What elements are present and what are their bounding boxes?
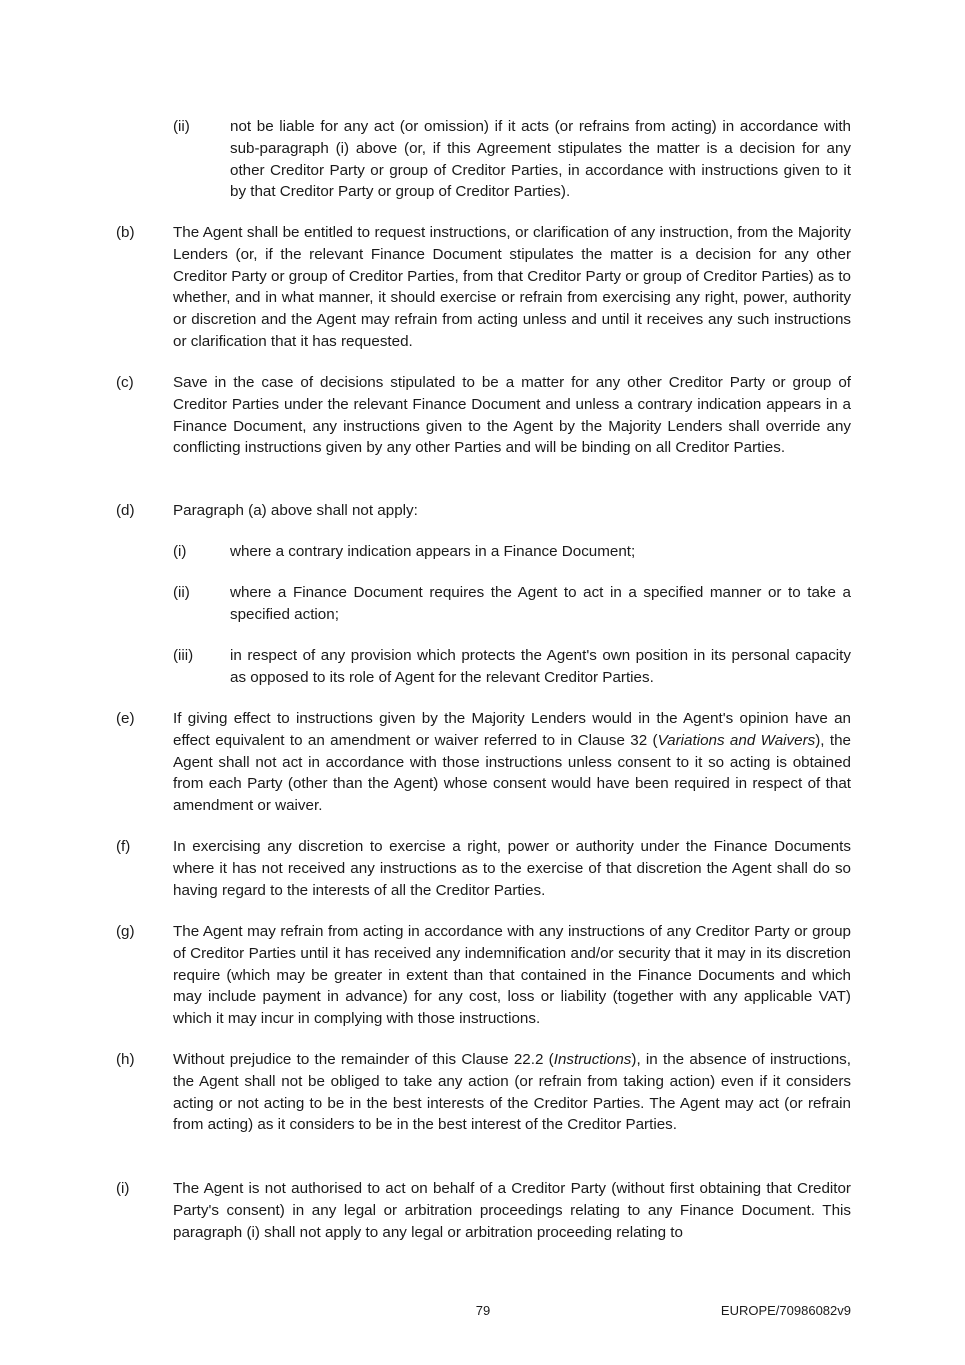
paragraph-label: (d) [116,502,135,519]
paragraph-text: The Agent is not authorised to act on behalf of a Creditor Party (without first obtaining that Creditor Party's consent) in any legal or arbitration proceedings relating to any Finance Document. This paragraph (i) shall not apply to any legal or arbitration proceeding relating to [173,1180,851,1241]
sub-paragraph-label: (i) [173,543,187,560]
sub-paragraph-text: where a Finance Document requires the Agent to act in a specified manner or to take a specified action; [230,584,851,623]
text-after: ), in the absence of instructions, the Agent shall not be obliged to take any action (or refrain from taking action) even if it considers acting or not acting to be in the best interests of the Creditor Parties. The Agent may act (or refrain from acting) as it considers to be in the best interest of the Creditor Parties. [173,1051,851,1134]
sub-paragraph-label: (iii) [173,647,194,664]
paragraph-text: Save in the case of decisions stipulated to be a matter for any other Creditor Party or group of Creditor Parties under the relevant Finance Document and unless a contrary indication appears in a Finance Document, any instructions given to the Agent by the Majority Lenders shall override any conflicting instructions given by any other Parties and will be binding on all Creditor Parties. [173,374,851,457]
text-before: If giving effect to instructions given by the Majority Lenders would in the Agent's opinion have an effect equivalent to an amendment or waiver referred to in Clause 32 ( [173,710,851,749]
paragraph-label: (i) [116,1180,130,1197]
paragraph-text: In exercising any discretion to exercise a right, power or authority under the Finance Documents where it has not received any instructions as to the exercise of that discretion the Agent shall do so having regard to the interests of all the Creditor Parties. [173,838,851,899]
paragraph-label: (f) [116,838,131,855]
paragraph-text [173,708,851,817]
paragraph-text: Paragraph (a) above shall not apply: [173,502,418,519]
sub-paragraph-text: not be liable for any act (or omission) if it acts (or refrains from acting) in accordance with sub-paragraph (i) above (or, if this Agreement stipulates the matter is a decision for any other Creditor Party or group of Creditor Parties, in accordance with instructions given to it by that Creditor Party or group of Creditor Parties). [230,118,851,201]
page-number: 79 [475,1303,491,1318]
sub-paragraph-text: in respect of any provision which protects the Agent's own position in its personal capacity as opposed to its role of Agent for the relevant Creditor Parties. [230,647,851,686]
paragraph-text: The Agent shall be entitled to request instructions, or clarification of any instruction, from the Majority Lenders (or, if the relevant Finance Document stipulates the matter is a decision for any other Creditor Party or group of Creditor Parties, from that Creditor Party or group of Creditor Parties) as to whether, and in what manner, it should exercise or refrain from exercising any right, power, authority or discretion and the Agent may refrain from acting unless and until it receives any such instructions or clarification that it has requested. [173,224,851,350]
sub-paragraph-label: (ii) [173,118,190,135]
document-reference: EUROPE/70986082v9 [720,1303,851,1318]
paragraph-text: The Agent may refrain from acting in accordance with any instructions of any Creditor Party or group of Creditor Parties until it has received any indemnification and/or security that it may in its discretion require (which may be greater in extent than that contained in the Finance Documents and which may include payment in advance) for any cost, loss or liability (together with any applicable VAT) which it may incur in complying with those instructions. [173,923,851,1028]
text-before: Without prejudice to the remainder of this Clause 22.2 ( [173,1051,554,1068]
paragraph-label: (h) [116,1051,135,1068]
italic-reference: Variations and Waivers [657,731,816,749]
italic-reference: Instructions [553,1051,632,1068]
sub-paragraph-text: where a contrary indication appears in a Finance Document; [230,543,636,560]
paragraph-label: (b) [116,224,135,241]
paragraph-label: (g) [116,923,135,940]
paragraph-label: (e) [116,710,135,727]
paragraph-text [173,1049,851,1136]
paragraph-label: (c) [116,374,134,391]
sub-paragraph-label: (ii) [173,584,190,601]
text-after: ), the Agent shall not act in accordance with those instructions unless consent to it so acting is obtained from each Party (other than the Agent) whose consent would have been required in respect of that amendment or waiver. [173,731,851,815]
